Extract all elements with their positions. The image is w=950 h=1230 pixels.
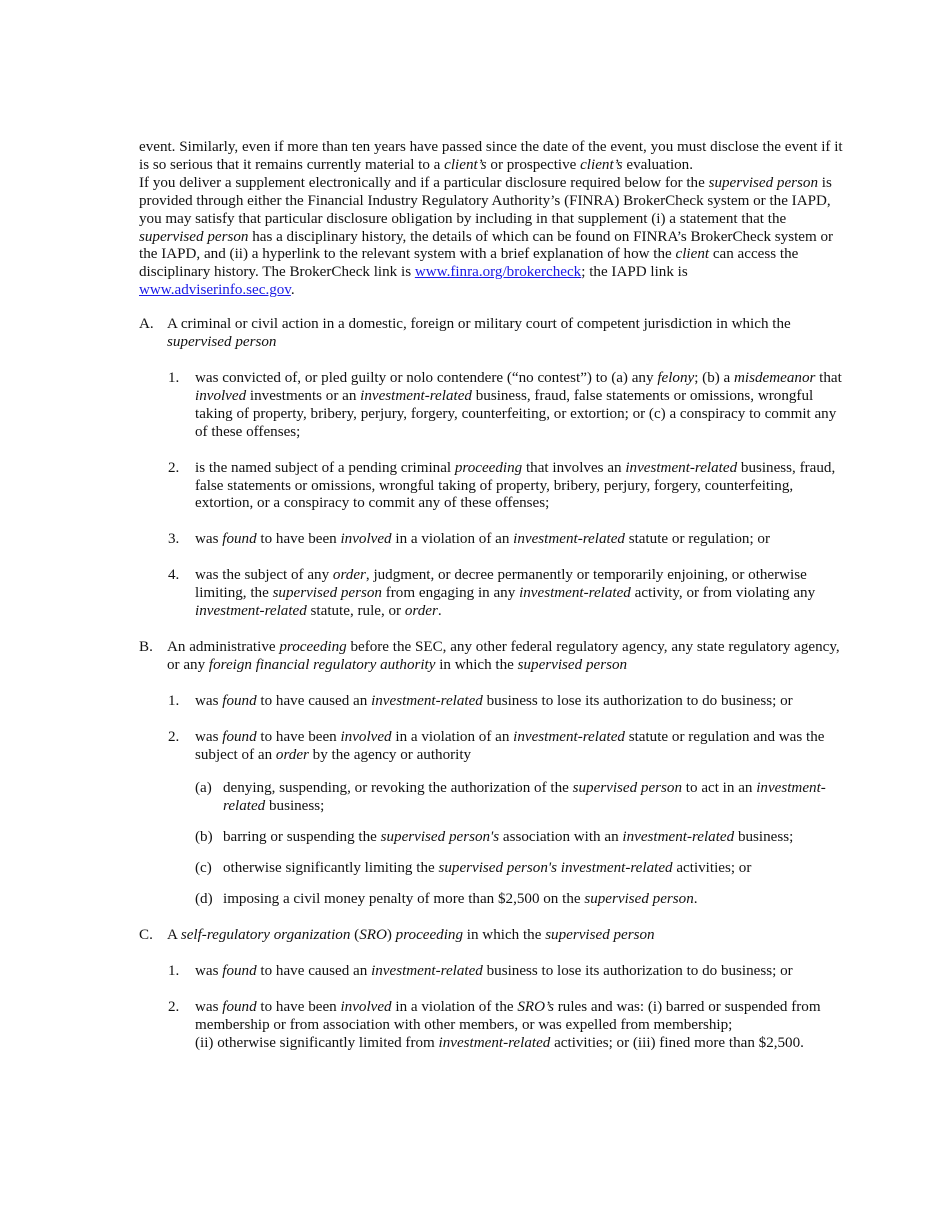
- section-c: [139, 927, 844, 945]
- section-heading: An administrative proceeding before the SEC, any other federal regulatory agency, any state regulatory agency, or any foreign financial regulatory authority in which the supervised person: [167, 638, 840, 673]
- item-label: 2.: [168, 728, 180, 745]
- item-label: 2.: [168, 998, 180, 1015]
- item-label: 4.: [168, 567, 180, 584]
- section-b-item-2-sub-d: [139, 891, 844, 909]
- item-label: 1.: [168, 962, 180, 979]
- section-a-item-3: [139, 531, 844, 549]
- subitem-label: (c): [195, 860, 212, 877]
- section-b-item-2-sub-b: [139, 829, 844, 847]
- section-b-item-2-sub-a: [139, 780, 844, 816]
- intro-paragraph: event. Similarly, even if more than ten years have passed since the date of the event, you must disclose the event if it is so serious that it remains currently material to a client’s or prospective client’s evaluation. If you deliver a supplement electronically and if a particular disclosure required below for the supervised person is provided through either the Financial Industry Regulatory Authority’s (FINRA) BrokerCheck system or the IAPD, you may satisfy that particular disclosure obligation by including in that supplement (i) a statement that the supervised person has a disciplinary history, the details of which can be found on FINRA’s BrokerCheck system or the IAPD, and (ii) a hyperlink to the relevant system with a brief explanation of how the client can access the disciplinary history. The BrokerCheck link is www.finra.org/brokercheck; the IAPD link is www.adviserinfo.sec.gov.: [139, 139, 843, 299]
- section-label: C.: [139, 927, 153, 943]
- section-heading: A criminal or civil action in a domestic, foreign or military court of competent jurisdiction in which the supervised person: [167, 316, 791, 351]
- document-page: [139, 139, 844, 1053]
- item-text: was found to have caused an investment-related business to lose its authorization to do business; or: [195, 962, 793, 979]
- subitem-label: (d): [195, 891, 213, 908]
- section-b: [139, 639, 844, 675]
- subitem-text: otherwise significantly limiting the supervised person's investment-related activities; or: [223, 860, 752, 877]
- brokercheck-link[interactable]: www.finra.org/brokercheck: [414, 264, 582, 281]
- item-text: was found to have been involved in a violation of the SRO’s rules and was: (i) barred or suspended from membership or from association with other members, or was expelled from membership; (ii) otherwise significantly limited from investment-related activities; or (iii) fined more than $2,500.: [195, 998, 821, 1051]
- item-label: 1.: [168, 369, 180, 386]
- section-label: B.: [139, 638, 153, 655]
- section-c-item-2: [139, 999, 844, 1053]
- item-text: was found to have been involved in a violation of an investment-related statute or regulation and was the subject of an order by the agency or authority: [195, 728, 825, 763]
- item-text: was convicted of, or pled guilty or nolo contendere (“no contest”) to (a) any felony; (b) a misdemeanor that involved investments or an investment-related business, fraud, false statements or omissions, wrongful taking of property, bribery, perjury, forgery, counterfeiting, or extortion; or (c) a conspiracy to commit any of these offenses;: [195, 369, 842, 440]
- section-b-item-2: [139, 729, 844, 765]
- section-label: A.: [139, 316, 154, 333]
- section-c-item-1: [139, 963, 844, 981]
- section-a: [139, 316, 844, 352]
- item-text: was found to have been involved in a violation of an investment-related statute or regulation; or: [195, 531, 770, 548]
- section-a-item-4: [139, 567, 844, 621]
- item-label: 2.: [168, 459, 180, 476]
- subitem-text: imposing a civil money penalty of more than $2,500 on the supervised person.: [223, 891, 698, 908]
- section-a-item-2: [139, 460, 844, 514]
- item-label: 1.: [168, 692, 180, 709]
- item-text: was the subject of any order, judgment, or decree permanently or temporarily enjoining, or otherwise limiting, the supervised person from engaging in any investment-related activity, or from violating any investment-related statute, rule, or order.: [195, 567, 816, 620]
- item-text: was found to have caused an investment-related business to lose its authorization to do business; or: [195, 692, 793, 709]
- section-b-item-1: [139, 693, 844, 711]
- section-b-item-2-sub-c: [139, 860, 844, 878]
- item-text: is the named subject of a pending criminal proceeding that involves an investment-related business, fraud, false statements or omissions, wrongful taking of property, bribery, perjury, forgery, counterfeiting, extortion, or a conspiracy to commit any of these offenses;: [195, 459, 836, 512]
- subitem-label: (a): [195, 780, 212, 797]
- section-a-item-1: [139, 370, 844, 442]
- iapd-link[interactable]: www.adviserinfo.sec.gov: [139, 282, 291, 299]
- section-heading: A self-regulatory organization (SRO) proceeding in which the supervised person: [167, 927, 655, 943]
- subitem-text: denying, suspending, or revoking the authorization of the supervised person to act in an investment-related business;: [223, 780, 826, 815]
- subitem-text: barring or suspending the supervised person's association with an investment-related business;: [223, 829, 794, 846]
- subitem-label: (b): [195, 829, 213, 846]
- item-label: 3.: [168, 531, 180, 548]
